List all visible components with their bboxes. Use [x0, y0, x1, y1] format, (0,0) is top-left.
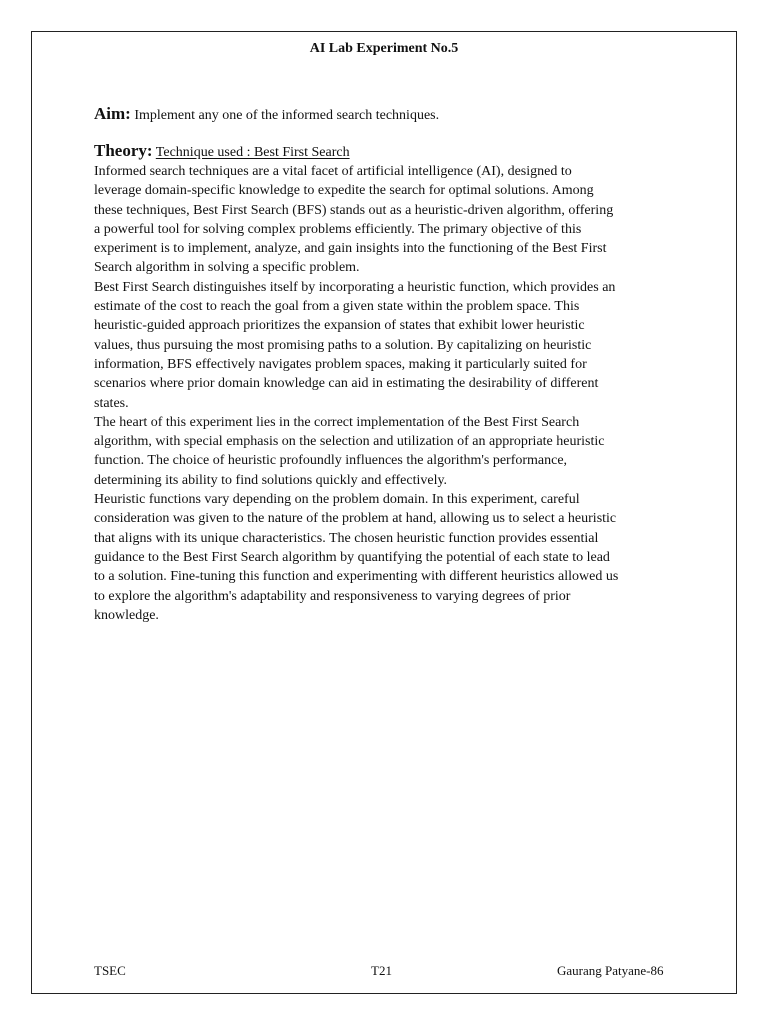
body-line: experiment is to implement, analyze, and gain insights into the functioning of the Best First — [94, 241, 607, 257]
body-line: The heart of this experiment lies in the correct implementation of the Best First Search — [94, 414, 580, 430]
body-line: consideration was given to the nature of the problem at hand, allowing us to select a heuristic — [94, 511, 617, 527]
body-line: function. The choice of heuristic profoundly influences the algorithm's performance, — [94, 453, 568, 469]
body-line: leverage domain-specific knowledge to expedite the search for optimal solutions. Among — [94, 183, 594, 199]
footer-author: Gaurang Patyane-86 — [557, 963, 664, 978]
footer-batch: T21 — [371, 963, 392, 978]
body-line: values, thus pursuing the most promising paths to a solution. By capitalizing on heuristic — [94, 337, 592, 353]
technique-label: Technique used : Best First Search — [155, 145, 350, 160]
body-line: to explore the algorithm's adaptability and responsiveness to varying degrees of prior — [94, 588, 571, 604]
body-line: Heuristic functions vary depending on the problem domain. In this experiment, careful — [94, 492, 580, 508]
body-line: Best First Search distinguishes itself by incorporating a heuristic function, which provides an — [94, 279, 616, 295]
body-line: algorithm, with special emphasis on the selection and utilization of an appropriate heuristic — [94, 434, 605, 450]
body-line: knowledge. — [94, 607, 159, 623]
body-line: that aligns with its unique characteristics. The chosen heuristic function provides essential — [94, 530, 599, 546]
theory-body — [94, 162, 684, 625]
body-line: Search algorithm in solving a specific problem. — [94, 260, 360, 276]
document-title: AI Lab Experiment No.5 — [309, 41, 459, 56]
body-line: states. — [94, 395, 129, 411]
body-line: determining its ability to find solutions quickly and effectively. — [94, 472, 448, 488]
aim-heading: Aim: — [94, 104, 131, 123]
body-line: information, BFS effectively navigates problem spaces, making it particularly suited for — [94, 356, 587, 372]
aim-section — [94, 104, 439, 124]
body-line: a powerful tool for solving complex problems efficiently. The primary objective of this — [94, 221, 582, 237]
aim-text: Implement any one of the informed search techniques. — [134, 108, 440, 123]
body-line: Informed search techniques are a vital facet of artificial intelligence (AI), designed to — [94, 164, 572, 179]
body-line: these techniques, Best First Search (BFS) stands out as a heuristic-driven algorithm, offering — [94, 202, 614, 218]
theory-heading: Theory: — [94, 141, 153, 160]
body-line: scenarios where prior domain knowledge can aid in estimating the desirability of different — [94, 376, 599, 392]
body-line: to a solution. Fine-tuning this function and experimenting with different heuristics allowed us — [94, 569, 619, 585]
body-line: guidance to the Best First Search algorithm by quantifying the potential of each state to lead — [94, 549, 610, 565]
theory-section — [94, 141, 350, 161]
body-line: heuristic-guided approach prioritizes the expansion of states that exhibit lower heuristic — [94, 318, 585, 334]
footer-institution: TSEC — [94, 963, 126, 978]
body-line: estimate of the cost to reach the goal from a given state within the problem space. This — [94, 299, 580, 315]
